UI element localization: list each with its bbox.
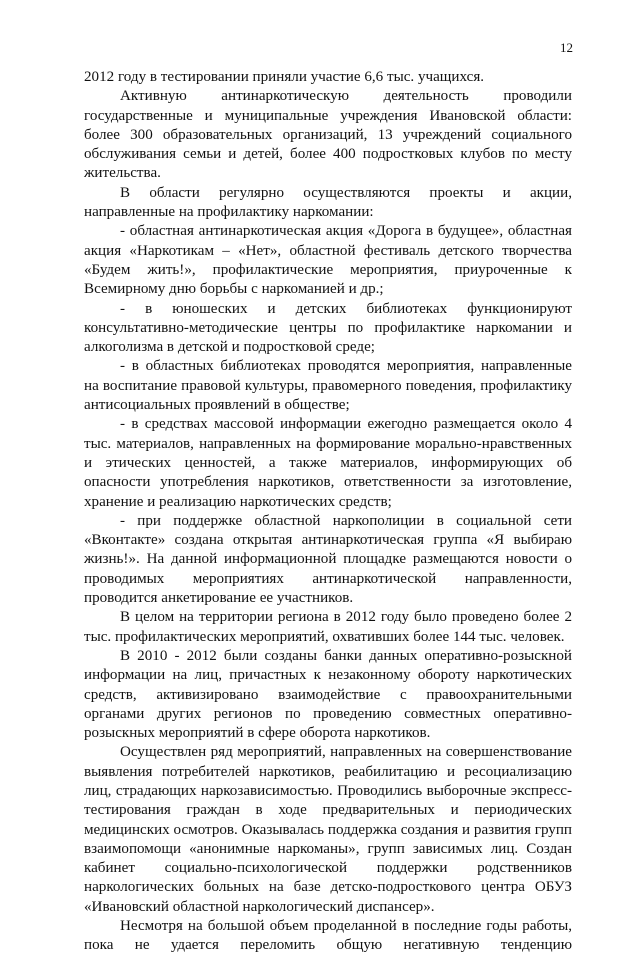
text-line: - в областных библиотеках проводятся мероприятия, направленные: [120, 358, 572, 375]
text-line: органами других регионов по проведению совместных оперативно-: [84, 705, 572, 722]
text-line: средств, активизировано взаимодействие с правоохранительными: [84, 686, 572, 703]
text-line: Всемирному дню борьбы с наркоманией и др.;: [84, 281, 384, 298]
text-line: Активную антинаркотическую деятельность проводили: [120, 88, 572, 105]
text-line: Осуществлен ряд мероприятий, направленных на совершенствование: [120, 744, 572, 761]
paragraph: [84, 300, 572, 358]
text-line: тыс. профилактических мероприятий, охвативших более 144 тыс. человек.: [84, 628, 565, 645]
text-line: тыс. материалов, направленных на формирование морально-нравственных: [84, 435, 572, 452]
paragraph: [84, 917, 572, 956]
text-line: жительства.: [84, 165, 161, 182]
text-line: хранение и реализацию наркотических средств;: [84, 493, 392, 510]
paragraph: [84, 512, 572, 608]
text-line: проводится анкетирование ее участников.: [84, 590, 354, 607]
paragraph: [84, 647, 572, 743]
text-line: - в средствах массовой информации ежегодно размещается около 4: [120, 416, 572, 433]
text-line: «Вконтакте» создана открытая антинаркотическая группа «Я выбираю: [84, 532, 572, 549]
paragraph: [84, 608, 572, 647]
text-line: пока не удается переломить общую негативную тенденцию: [84, 937, 572, 954]
text-line: направленные на профилактику наркомании:: [84, 204, 374, 221]
text-line: алкоголизма в детской и подростковой среде;: [84, 339, 375, 356]
text-line: на воспитание правовой культуры, правомерного поведения, профилактику: [84, 377, 572, 394]
text-line: проводимых мероприятиях антинаркотической направленности,: [84, 570, 572, 587]
paragraph: [84, 68, 572, 87]
text-line: Несмотря на большой объем проделанной в последние годы работы,: [120, 918, 572, 935]
paragraph: [84, 357, 572, 415]
text-line: В 2010 - 2012 были созданы банки данных оперативно-розыскной: [120, 647, 572, 664]
text-line: более 300 образовательных организаций, 13 учреждений социального: [84, 126, 572, 143]
paragraph: [84, 184, 572, 223]
text-line: В целом на территории региона в 2012 году было проведено более 2: [120, 609, 572, 626]
text-line: В области регулярно осуществляются проекты и акции,: [120, 184, 572, 201]
text-line: консультативно-методические центры по профилактике наркомании и: [84, 319, 572, 336]
paragraph: [84, 743, 572, 917]
text-line: опасности употребления наркотиков, ответственности за изготовление,: [84, 474, 572, 491]
text-line: «Ивановский областной наркологический диспансер».: [84, 898, 435, 915]
text-line: государственные и муниципальные учреждения Ивановской области:: [84, 107, 572, 124]
text-line: обслуживания семьи и детей, более 400 подростковых клубов по месту: [84, 146, 572, 163]
text-line: жизнь!». На данной информационной площадке размещаются новости о: [84, 551, 572, 568]
text-line: наркологических больных на базе детско-подросткового центра ОБУЗ: [84, 879, 572, 896]
paragraph: [84, 222, 572, 299]
text-line: тестирования граждан в ходе предварительных и периодических: [84, 802, 572, 819]
text-line: взаимопомощи «анонимные наркоманы», групп зависимых лиц. Создан: [84, 840, 572, 857]
text-line: выявления потребителей наркотиков, реабилитацию и ресоциализацию: [84, 763, 572, 780]
text-line: розыскных мероприятий в сфере оборота наркотиков.: [84, 725, 431, 742]
paragraph: [84, 87, 572, 183]
text-line: антисоциальных проявлений в обществе;: [84, 397, 350, 414]
text-line: - при поддержке областной наркополиции в социальной сети: [120, 512, 572, 529]
text-line: акция «Наркотикам – «Нет», областной фестиваль детского творчества: [84, 242, 572, 259]
text-line: 2012 году в тестировании приняли участие 6,6 тыс. учащихся.: [84, 69, 485, 85]
text-line: - областная антинаркотическая акция «Дорога в будущее», областная: [120, 223, 572, 240]
text-line: информации на лиц, причастных к незаконному обороту наркотических: [84, 667, 572, 684]
text-line: и этических ценностей, а также материалов, информирующих об: [84, 454, 572, 471]
text-line: «Будем жить!», профилактические мероприятия, приуроченные к: [84, 261, 572, 278]
text-line: - в юношеских и детских библиотеках функционируют: [120, 300, 572, 317]
text-line: лиц, страдающих наркозависимостью. Проводились выборочные экспресс-: [84, 782, 572, 799]
page-number: 12: [560, 40, 573, 55]
document-body: [84, 68, 572, 956]
paragraph: [84, 415, 572, 511]
text-line: медицинских осмотров. Оказывалась поддержка создания и развития групп: [84, 821, 572, 838]
text-line: кабинет социально-психологической поддержки родственников: [84, 860, 572, 877]
